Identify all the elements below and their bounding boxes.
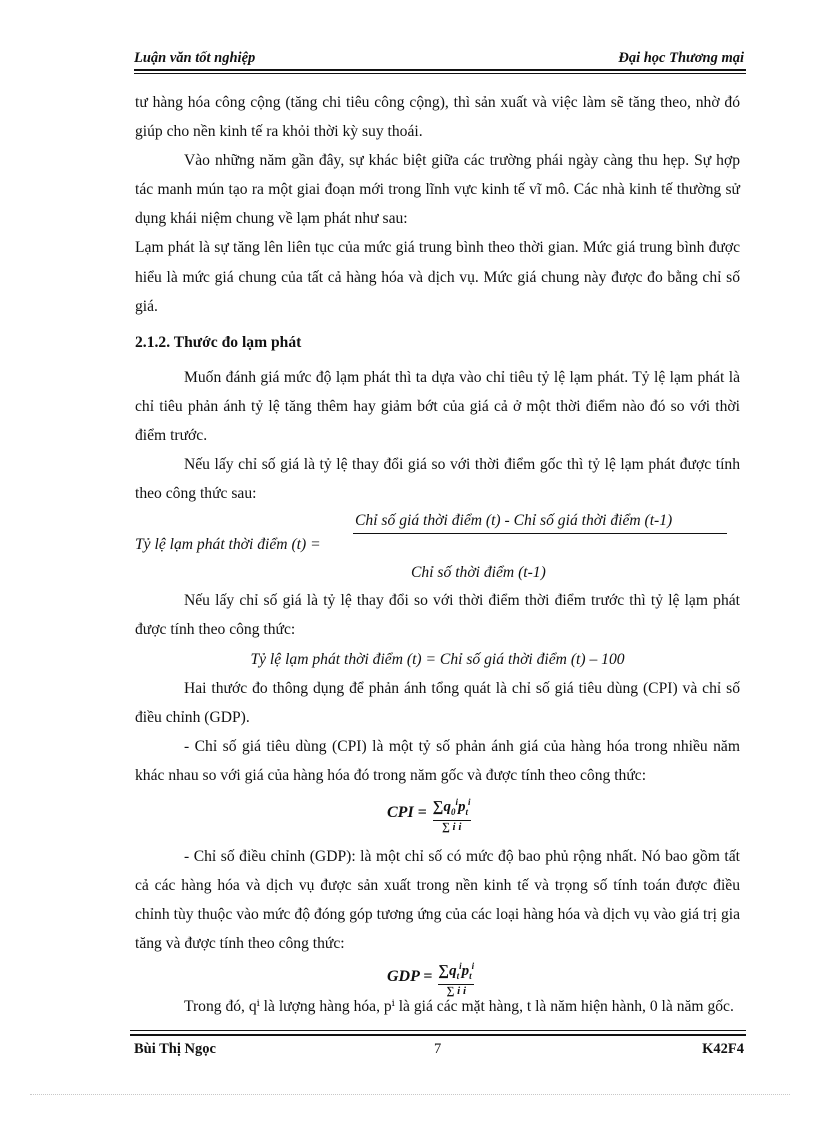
inflation-rate-formula-alt: Tỷ lệ lạm phát thời điểm (t) = Chỉ số giá thời điểm (t) – 100 <box>250 650 625 668</box>
cpi-fraction: $\frac{\sum q_0^ip_t^i}{\text{∑ i i}}$ <box>432 796 471 833</box>
gdp-formula <box>135 958 740 998</box>
footer-rule-thin <box>130 1030 746 1031</box>
section-heading: 2.1.2. Thước đo lạm phát <box>135 333 302 351</box>
footer-rule <box>130 1034 746 1036</box>
fraction-bar <box>353 533 727 534</box>
main-content <box>135 88 740 1021</box>
paragraph: Muốn đánh giá mức độ lạm phát thì ta dựa vào chỉ tiêu tỷ lệ lạm phát. Tỷ lệ lạm phát là chỉ tiêu phản ánh tỷ lệ tăng thêm hay giảm bớt của giá cả ở một thời điểm nào đó so với thời điểm trước. <box>135 368 740 445</box>
header-thesis-label: Luận văn tốt nghiệp <box>134 50 256 66</box>
header-rule <box>134 69 746 71</box>
paragraph: Lạm phát là sự tăng lên liên tục của mức giá trung bình theo thời gian. Mức giá trung bình được hiểu là mức giá chung của tất cả hàng hóa và dịch vụ. Mức giá chung này được đo bằng chỉ số giá. <box>135 239 740 315</box>
page-number: 7 <box>434 1041 442 1057</box>
formula-lhs: Tỷ lệ lạm phát thời điểm (t) = <box>135 536 321 554</box>
paragraph: Nếu lấy chỉ số giá là tỷ lệ thay đổi so với thời điểm thời điểm trước thì tỷ lệ lạm phát được tính theo công thức: <box>135 592 740 639</box>
formula-numerator: Chỉ số giá thời điểm (t) - Chỉ số giá thời điểm (t-1) <box>355 512 673 530</box>
gdp-fraction: $\frac{\sum q_t^ip_t^i}{\text{∑ i i}}$ <box>438 961 475 998</box>
paragraph: Hai thước đo thông dụng để phản ánh tổng quát là chỉ số giá tiêu dùng (CPI) và chỉ số điều chỉnh (GDP). <box>135 679 740 726</box>
header-rule-thin <box>134 73 746 74</box>
paragraph: tư hàng hóa công cộng (tăng chi tiêu công cộng), thì sản xuất và việc làm sẽ tăng theo, nhờ đó giúp cho nền kinh tế ra khỏi thời kỳ suy thoái. <box>135 94 740 141</box>
footer-class-code: K42F4 <box>702 1041 744 1057</box>
inflation-rate-formula <box>135 508 740 586</box>
page-edge <box>30 1094 790 1095</box>
paragraph: - Chỉ số giá tiêu dùng (CPI) là một tỷ số phản ánh giá của hàng hóa trong nhiều năm khác nhau so với giá của hàng hóa đó trong năm gốc và được tính theo công thức: <box>135 737 740 784</box>
formula-denominator: Chỉ số thời điểm (t-1) <box>411 564 546 582</box>
paragraph: Nếu lấy chỉ số giá là tỷ lệ thay đổi giá so với thời điểm gốc thì tỷ lệ lạm phát được tính theo công thức sau: <box>135 456 740 503</box>
page-footer <box>134 1041 744 1061</box>
cpi-label: CPI = <box>387 804 427 822</box>
gdp-label: GDP = <box>387 968 433 986</box>
cpi-formula <box>135 790 740 833</box>
page-header <box>134 50 744 70</box>
footer-author: Bùi Thị Ngọc <box>134 1041 216 1057</box>
header-university-label: Đại học Thương mại <box>618 50 744 66</box>
paragraph: Trong đó, qⁱ là lượng hàng hóa, pⁱ là giá các mặt hàng, t là năm hiện hành, 0 là năm gốc. <box>184 998 734 1016</box>
paragraph: Vào những năm gần đây, sự khác biệt giữa các trường phái ngày càng thu hẹp. Sự hợp tác manh mún tạo ra một giai đoạn mới trong lĩnh vực kinh tế vĩ mô. Các nhà kinh tế thường sử dụng khái niệm chung về lạm phát như sau: <box>135 152 740 228</box>
paragraph: - Chỉ số điều chỉnh (GDP): là một chỉ số có mức độ bao phủ rộng nhất. Nó bao gồm tất cả các hàng hóa và dịch vụ được sản xuất trong nền kinh tế và trọng số tính toán được điều chỉnh tùy thuộc vào mức độ đóng góp tương ứng của các loại hàng hóa và dịch vụ vào giá trị gia tăng và được tính theo công thức: <box>135 847 740 953</box>
